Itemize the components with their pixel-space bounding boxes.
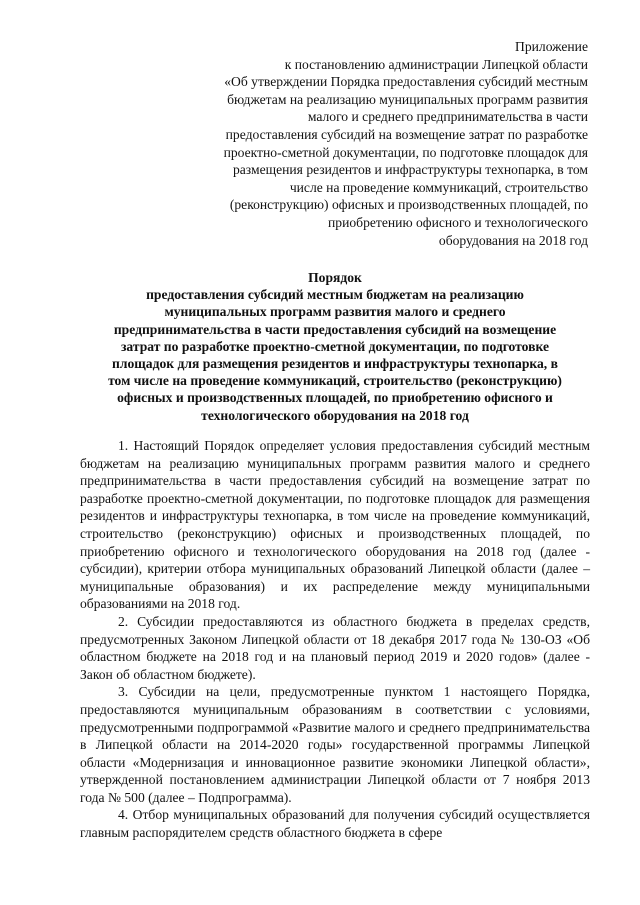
title-line: предоставления субсидий местным бюджетам на реализацию (146, 287, 524, 303)
appendix-line: приобретению офисного и технологического (328, 214, 588, 230)
title-line: площадок для размещения резидентов и инфраструктуры технопарка, в (112, 356, 558, 372)
title-line: технологического оборудования на 2018 год (201, 407, 469, 423)
appendix-line: бюджетам на реализацию муниципальных программ развития (227, 91, 588, 107)
appendix-line: малого и среднего предпринимательства в части (307, 109, 588, 125)
document-body (80, 437, 590, 842)
title-line: том числе на проведение коммуникаций, строительство (реконструкцию) (108, 373, 562, 389)
appendix-header (168, 38, 588, 249)
title-line: муниципальных программ развития малого и среднего (164, 304, 506, 320)
paragraph-1: 1. Настоящий Порядок определяет условия предоставления субсидий местным бюджетам на реализацию муниципальных программ развития малого и среднего предпринимательства в части предоставления субсидий на возмещение затрат по разработке проектно-сметной документации, по подготовке площадок для размещения резидентов и инфраструктуры технопарка, в том числе на проведение коммуникаций, строительство (реконструкцию) офисных и производственных площадей, по приобретению офисного и технологического оборудования на 2018 год (далее - субсидии), критерии отбора муниципальных образований Липецкой области (далее – муниципальные образования) и их распределение между муниципальными образованиями на 2018 год. (80, 438, 590, 612)
appendix-line: к постановлению администрации Липецкой области (284, 56, 588, 72)
appendix-line: проектно-сметной документации, по подготовке площадок для (223, 144, 588, 160)
appendix-line: размещения резидентов и инфраструктуры технопарка, в том (232, 162, 588, 178)
appendix-line: числе на проведение коммуникаций, строительство (289, 179, 588, 195)
document-title (80, 269, 590, 424)
appendix-line: Приложение (515, 39, 588, 54)
appendix-line: предоставления субсидий на возмещение затрат по разработке (225, 126, 588, 142)
title-line: офисных и производственных площадей, по приобретению офисного и (117, 390, 553, 406)
appendix-line: «Об утверждении Порядка предоставления субсидий местным (224, 74, 588, 90)
title-line: предпринимательства в части предоставления субсидий на возмещение (113, 321, 557, 337)
paragraph-2: 2. Субсидии предоставляются из областного бюджета в пределах средств, предусмотренных Законом Липецкой области от 18 декабря 2017 года № 130-ОЗ «Об областном бюджете на 2018 год и на плановый период 2019 и 2020 годов» (далее - Закон об областном бюджете). (80, 613, 590, 682)
appendix-line: оборудования на 2018 год (438, 232, 588, 248)
title-line: затрат по разработке проектно-сметной документации, по подготовке (120, 338, 550, 354)
title-line: Порядок (308, 270, 362, 285)
paragraph-3: 3. Субсидии на цели, предусмотренные пунктом 1 настоящего Порядка, предоставляются муниципальным образованиям в соответствии с условиями, предусмотренными подпрограммой «Развитие малого и среднего предпринимательства в Липецкой области на 2014-2020 годы» государственной программы Липецкой области «Модернизация и инновационное развитие экономики Липецкой области», утвержденной постановлением администрации Липецкой области от 7 ноября 2013 года № 500 (далее – Подпрограмма). (80, 684, 590, 805)
appendix-line: (реконструкцию) офисных и производственных площадей, по (229, 197, 588, 213)
paragraph-4: 4. Отбор муниципальных образований для получения субсидий осуществляется главным распорядителем средств областного бюджета в сфере (80, 807, 590, 841)
